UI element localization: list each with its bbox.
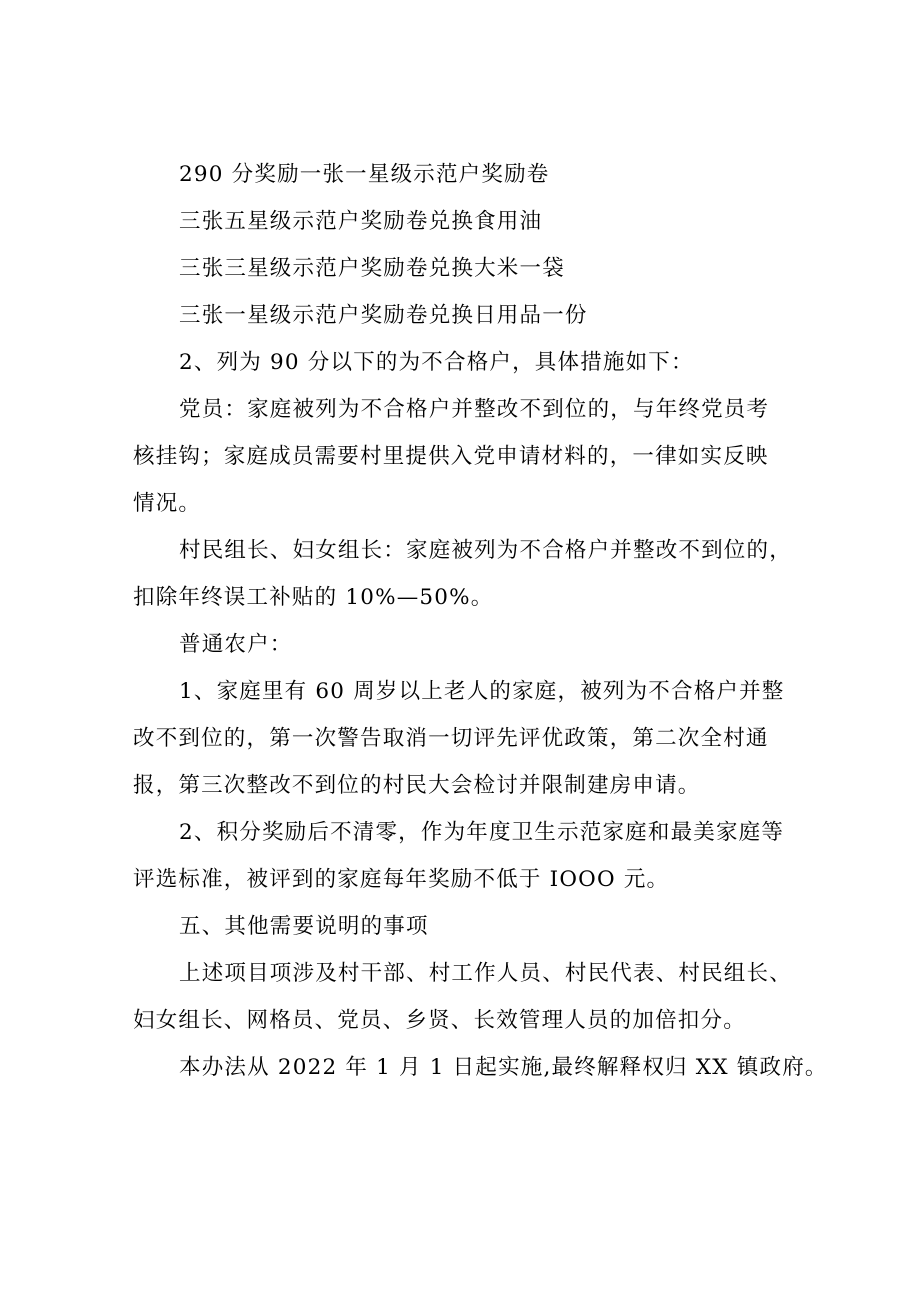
text-line: 改不到位的，第一次警告取消一切评先评优政策，第二次全村通: [133, 726, 769, 751]
text-line: 普通农户：: [179, 632, 293, 657]
text-line: 290 分奖励一张一星级示范户奖励卷: [179, 162, 550, 187]
text-line: 核挂钩；家庭成员需要村里提供入党申请材料的，一律如实反映: [133, 444, 769, 469]
text-line: 党员：家庭被列为不合格户并整改不到位的，与年终党员考: [179, 397, 770, 422]
text-line: 情况。: [133, 491, 202, 516]
text-line: 五、其他需要说明的事项: [179, 914, 429, 939]
text-line: 扣除年终误工补贴的 10%—50%。: [133, 585, 494, 610]
text-line: 村民组长、妇女组长：家庭被列为不合格户并整改不到位的，: [179, 538, 792, 563]
text-line: 2、列为 90 分以下的为不合格户，具体措施如下：: [179, 350, 694, 375]
text-line: 本办法从 2022 年 1 月 1 日起实施,最终解释权归 XX 镇政府。: [179, 1055, 828, 1080]
text-line: 三张五星级示范户奖励卷兑换食用油: [179, 209, 543, 234]
text-line: 2、积分奖励后不清零，作为年度卫生示范家庭和最美家庭等: [179, 820, 785, 845]
text-line: 妇女组长、网格员、党员、乡贤、长效管理人员的加倍扣分。: [133, 1008, 746, 1033]
text-line: 报，第三次整改不到位的村民大会检讨并限制建房申请。: [133, 773, 701, 798]
text-line: 三张一星级示范户奖励卷兑换日用品一份: [179, 303, 588, 328]
text-line: 1、家庭里有 60 周岁以上老人的家庭，被列为不合格户并整: [179, 679, 785, 704]
text-line: 上述项目项涉及村干部、村工作人员、村民代表、村民组长、: [179, 961, 792, 986]
text-line: 三张三星级示范户奖励卷兑换大米一袋: [179, 256, 565, 281]
document-body: [133, 151, 828, 1091]
text-line: 评选标准，被评到的家庭每年奖励不低于 IOOO 元。: [133, 867, 670, 892]
